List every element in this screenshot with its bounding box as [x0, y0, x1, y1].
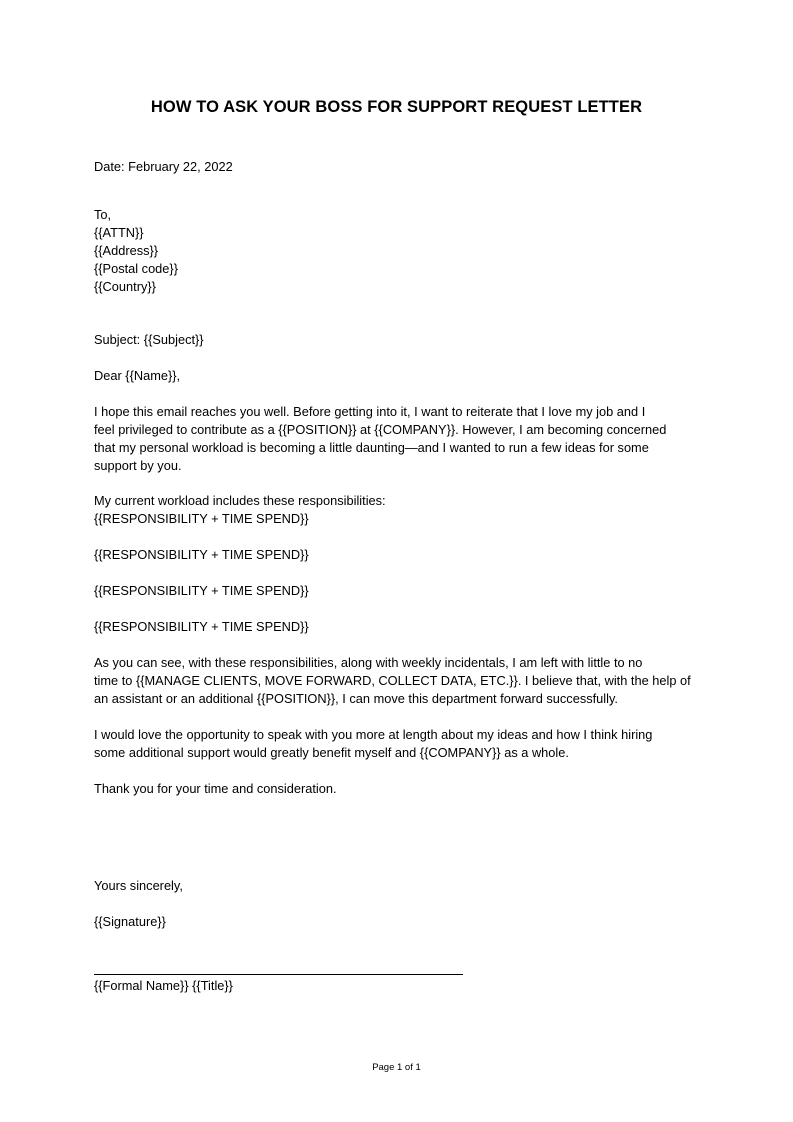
responsibility-item: {{RESPONSIBILITY + TIME SPEND}} [94, 547, 309, 562]
workload-intro: My current workload includes these responsibilities: [94, 493, 386, 508]
closing: Yours sincerely, [94, 878, 183, 893]
responsibility-item: {{RESPONSIBILITY + TIME SPEND}} [94, 619, 309, 634]
paragraph-line: As you can see, with these responsibilities, along with weekly incidentals, I am left with little to no [94, 655, 643, 670]
recipient-postal-code: {{Postal code}} [94, 261, 178, 276]
responsibility-item: {{RESPONSIBILITY + TIME SPEND}} [94, 583, 309, 598]
paragraph-line: time to {{MANAGE CLIENTS, MOVE FORWARD, COLLECT DATA, ETC.}}. I believe that, with the help of [94, 673, 691, 688]
paragraph-intro [94, 403, 694, 475]
paragraph-line: feel privileged to contribute as a {{POSITION}} at {{COMPANY}}. However, I am becoming concerned [94, 422, 667, 437]
subject-line: Subject: {{Subject}} [94, 332, 204, 347]
paragraph-line: support by you. [94, 458, 182, 473]
paragraph-line: I would love the opportunity to speak with you more at length about my ideas and how I think hiring [94, 727, 653, 742]
signature-line [94, 974, 463, 975]
document-title: HOW TO ASK YOUR BOSS FOR SUPPORT REQUEST LETTER [150, 98, 643, 116]
recipient-address: {{Address}} [94, 243, 159, 258]
paragraph-line: some additional support would greatly benefit myself and {{COMPANY}} as a whole. [94, 745, 569, 760]
date-line: Date: February 22, 2022 [94, 159, 233, 174]
paragraph-line: an assistant or an additional {{POSITION}}, I can move this department forward successfully. [94, 691, 618, 706]
responsibility-item: {{RESPONSIBILITY + TIME SPEND}} [94, 511, 309, 526]
paragraph-line: that my personal workload is becoming a little daunting—and I wanted to run a few ideas for some [94, 440, 649, 455]
paragraph-workload [94, 654, 694, 708]
paragraph-opportunity [94, 726, 694, 762]
paragraph-line: I hope this email reaches you well. Before getting into it, I want to reiterate that I love my job and I [94, 404, 646, 419]
recipient-to: To, [94, 207, 112, 222]
salutation: Dear {{Name}}, [94, 368, 181, 383]
recipient-country: {{Country}} [94, 279, 156, 294]
page-number: Page 1 of 1 [372, 1062, 421, 1073]
signature-placeholder: {{Signature}} [94, 914, 166, 929]
recipient-attn: {{ATTN}} [94, 225, 144, 240]
formal-name: {{Formal Name}} {{Title}} [94, 978, 233, 993]
thanks-line: Thank you for your time and consideration. [94, 781, 337, 796]
